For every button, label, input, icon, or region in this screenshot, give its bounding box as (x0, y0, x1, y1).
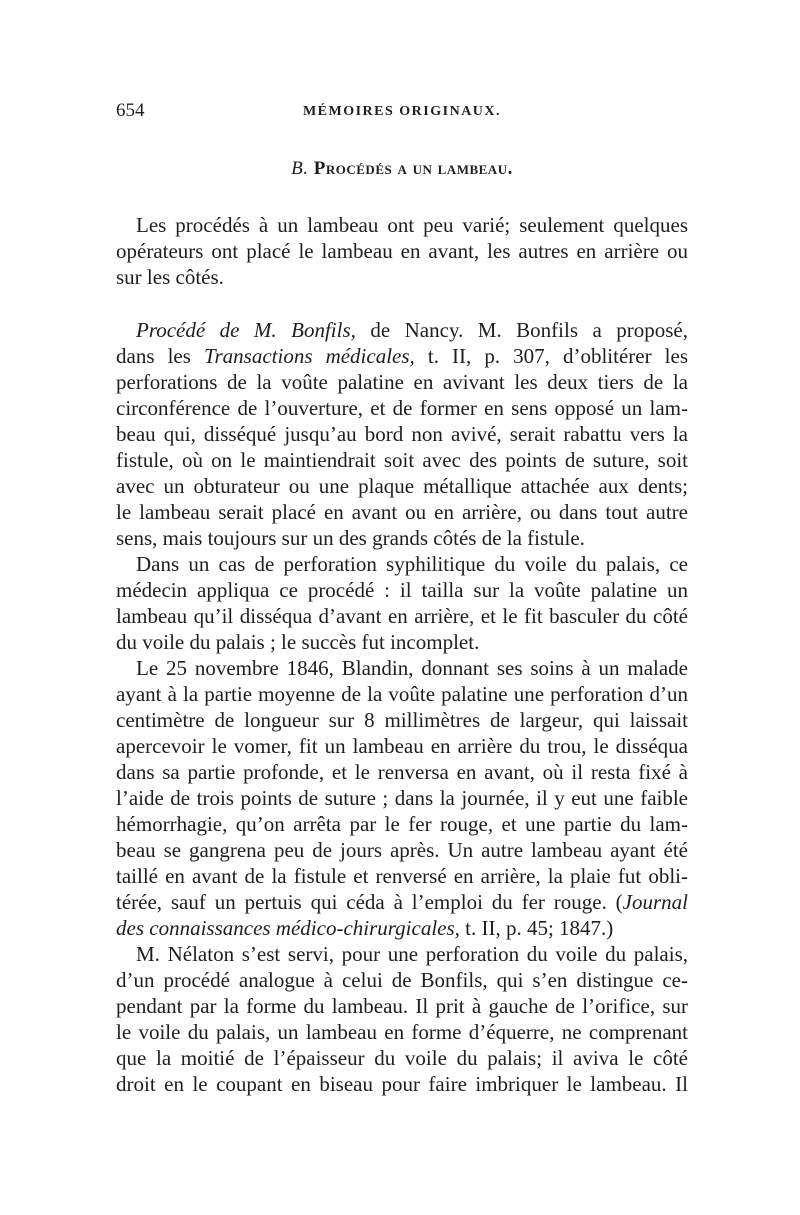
section-heading (116, 158, 688, 180)
text-line (116, 317, 688, 343)
text-line (116, 915, 688, 941)
section-title: Procédés a un lambeau. (313, 158, 513, 179)
text-line: taillé en avant de la fistule et renversé en arrière, la plaie fut obli- (116, 864, 688, 888)
page-number: 654 (116, 100, 145, 121)
text-line: opérateurs ont placé le lambeau en avant, les autres en arrière ou (116, 239, 688, 263)
text-line: le lambeau serait placé en avant ou en arrière, ou dans tout autre (116, 500, 688, 524)
text-line: que la moitié de l’épaisseur du voile du palais; il aviva le côté (116, 1046, 688, 1070)
text-line: Les procédés à un lambeau ont peu varié; seulement quelques (136, 213, 688, 237)
journal-title: Transactions médicales, (203, 344, 415, 368)
paragraph-4 (116, 655, 688, 941)
paragraph-2 (116, 317, 688, 551)
text-line: d’un procédé analogue à celui de Bonfils, qui s’en distingue ce- (116, 968, 688, 992)
text-line: fistule, où on le maintiendrait soit avec des points de suture, soit (116, 448, 688, 472)
journal-title: Journal (622, 890, 688, 914)
text-line: ayant à la partie moyenne de la voûte palatine une perforation d’un (116, 682, 688, 706)
text-line: sur les côtés. (116, 265, 224, 289)
text-run: dans les (116, 344, 204, 368)
text-line: Le 25 novembre 1846, Blandin, donnant ses soins à un malade (136, 656, 688, 680)
text-line: beau qui, disséqué jusqu’au bord non avivé, serait rabattu vers la (116, 422, 688, 446)
paragraph-3 (116, 551, 688, 655)
text-line: avec un obturateur ou une plaque métallique attachée aux dents; (116, 474, 688, 498)
text-line (116, 889, 688, 915)
text-run: t. II, p. 45; 1847.) (459, 916, 614, 940)
text-run: t. II, p. 307, d’oblitérer les (414, 344, 688, 368)
text-line: l’aide de trois points de suture ; dans la journée, il y eut une faible (116, 786, 688, 810)
text-line: Dans un cas de perforation syphilitique du voile du palais, ce (136, 552, 688, 576)
text-line: hémorrhagie, qu’on arrêta par le fer rouge, et une partie du lam- (116, 812, 688, 836)
text-line: dans sa partie profonde, et le renversa en avant, où il resta fixé à (116, 760, 688, 784)
text-line: perforations de la voûte palatine en avivant les deux tiers de la (116, 370, 688, 394)
running-title: MÉMOIRES ORIGINAUX. (302, 104, 502, 119)
journal-title: des connaissances médico-chirurgicales, (116, 916, 460, 940)
text-line: apercevoir le vomer, fit un lambeau en arrière du trou, le disséqua (116, 734, 688, 758)
procedure-title: Procédé de M. Bonfils, (136, 318, 356, 342)
text-line (116, 343, 688, 369)
text-line: centimètre de longueur sur 8 millimètres de largeur, qui laissait (116, 708, 688, 732)
text-run: térée, sauf un pertuis qui céda à l’emploi du fer rouge. ( (116, 890, 623, 914)
text-line: médecin appliqua ce procédé : il tailla sur la voûte palatine un (116, 578, 688, 602)
paragraph-1 (116, 212, 688, 290)
text-line: M. Nélaton s’est servi, pour une perforation du voile du palais, (136, 942, 688, 966)
text-run: de Nancy. M. Bonfils a proposé, (355, 318, 688, 342)
text-line: lambeau qu’il disséqua d’avant en arrière, et le fit basculer du côté (116, 604, 688, 628)
text-line: le voile du palais, un lambeau en forme d’équerre, ne comprenant (116, 1020, 688, 1044)
main-text (116, 317, 688, 1097)
text-line: circonférence de l’ouverture, et de former en sens opposé un lam- (116, 396, 688, 420)
text-line: droit en le coupant en biseau pour faire imbriquer le lambeau. Il (116, 1072, 688, 1096)
page-header (116, 100, 688, 130)
text-line: sens, mais toujours sur un des grands côtés de la fistule. (116, 526, 585, 550)
paragraph-5 (116, 941, 688, 1097)
text-line: beau se gangrena peu de jours après. Un autre lambeau ayant été (116, 838, 688, 862)
text-line: du voile du palais ; le succès fut incomplet. (116, 630, 480, 654)
text-line: pendant par la forme du lambeau. Il prit à gauche de l’orifice, sur (116, 994, 688, 1018)
section-letter: B. (291, 158, 309, 179)
